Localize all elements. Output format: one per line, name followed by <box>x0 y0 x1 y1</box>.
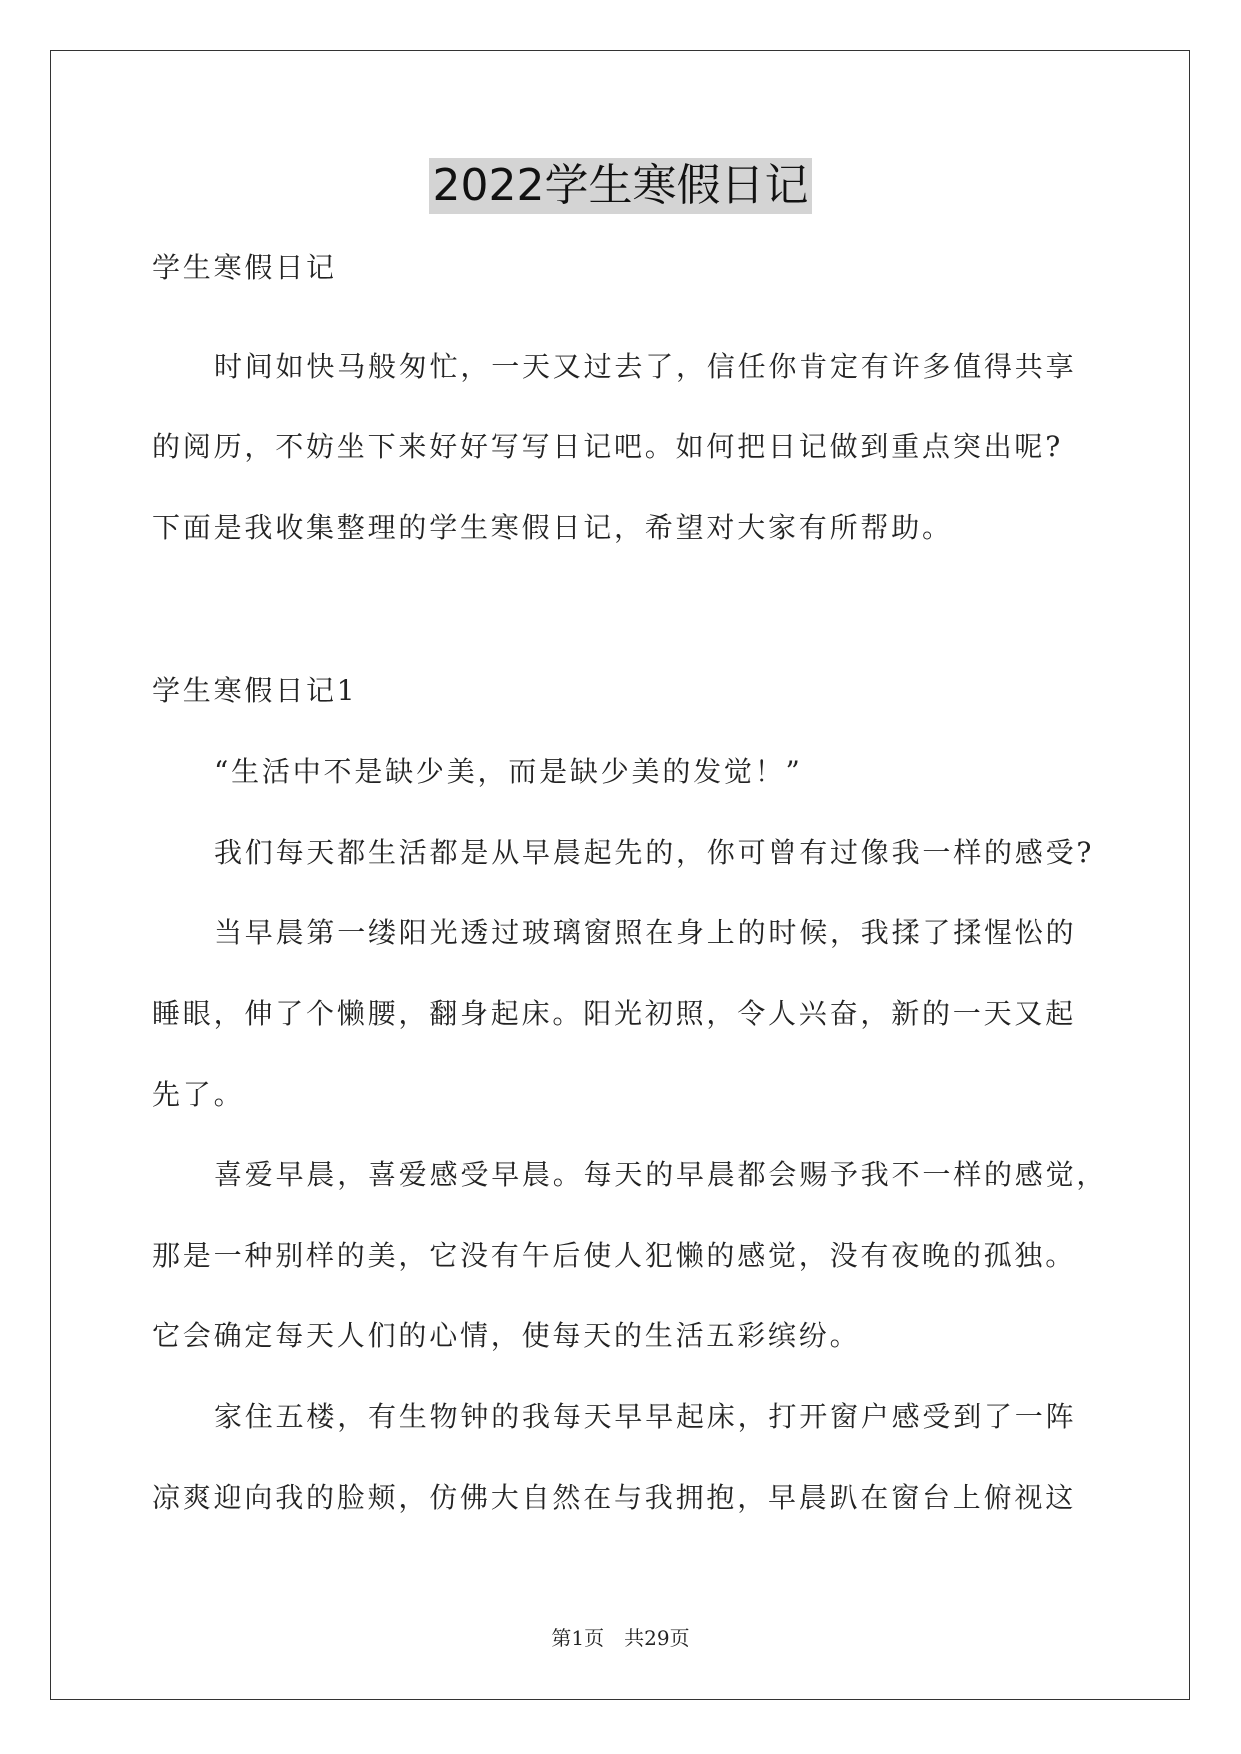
paragraph-2-line-3: 先了。 <box>152 1078 245 1111</box>
page-number-current: 第1页 <box>551 1626 605 1650</box>
intro-line-2: 的阅历，不妨坐下来好好写写日记吧。如何把日记做到重点突出呢? <box>152 430 1064 463</box>
paragraph-3-line-3: 它会确定每天人们的心情，使每天的生活五彩缤纷。 <box>152 1319 861 1352</box>
page-border <box>50 50 1190 1700</box>
paragraph-2-line-1: 当早晨第一缕阳光透过玻璃窗照在身上的时候，我揉了揉惺忪的 <box>214 916 1077 949</box>
paragraph-3-line-1: 喜爱早晨，喜爱感受早晨。每天的早晨都会赐予我不一样的感觉， <box>214 1158 1108 1191</box>
intro-line-1: 时间如快马般匆忙，一天又过去了，信任你肯定有许多值得共享 <box>214 350 1077 383</box>
quote-line: “生活中不是缺少美，而是缺少美的发觉！” <box>214 755 803 788</box>
page-footer <box>0 1624 1241 1652</box>
paragraph-1-line-1: 我们每天都生活都是从早晨起先的，你可曾有过像我一样的感受? <box>214 836 1095 869</box>
subtitle: 学生寒假日记 <box>152 251 337 284</box>
paragraph-3-line-2: 那是一种别样的美，它没有午后使人犯懒的感觉，没有夜晚的孤独。 <box>152 1239 1077 1272</box>
intro-line-3: 下面是我收集整理的学生寒假日记，希望对大家有所帮助。 <box>152 511 953 544</box>
document-title-text: 2022学生寒假日记 <box>429 158 813 214</box>
paragraph-4-line-2: 凉爽迎向我的脸颊，仿佛大自然在与我拥抱，早晨趴在窗台上俯视这 <box>152 1481 1077 1514</box>
page-number-total: 共29页 <box>624 1626 690 1650</box>
section-heading: 学生寒假日记1 <box>152 674 358 707</box>
document-title <box>0 158 1241 214</box>
paragraph-4-line-1: 家住五楼，有生物钟的我每天早早起床，打开窗户感受到了一阵 <box>214 1400 1077 1433</box>
paragraph-2-line-2: 睡眼，伸了个懒腰，翻身起床。阳光初照，令人兴奋，新的一天又起 <box>152 997 1077 1030</box>
